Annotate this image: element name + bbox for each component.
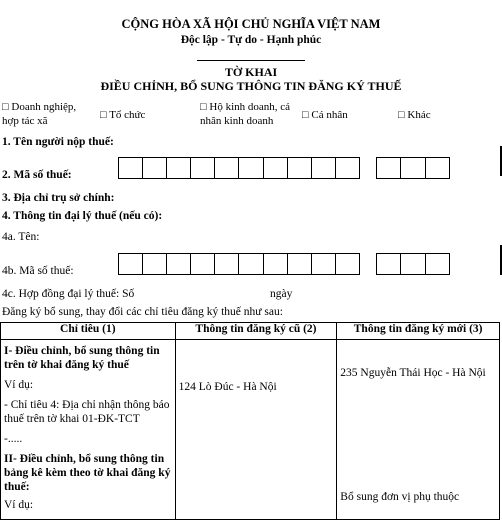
section-2-title: II- Điều chỉnh, bổ sung thông tin — [4, 453, 165, 465]
section-1-title-cont: trên tờ khai đăng ký thuế — [4, 359, 129, 371]
criteria-item-cont: thuế trên tờ khai 01-ĐK-TCT — [4, 413, 140, 425]
new-addition-value: Bổ sung đơn vị phụ thuộc — [340, 491, 460, 503]
section-1-title: I- Điều chỉnh, bổ sung thông tin — [4, 345, 160, 357]
checkbox-label-line2: hợp tác xã — [2, 115, 48, 127]
section-2-title-cont2: thuế: — [4, 481, 30, 493]
tax-agent-code-label: 4b. Mã số thuế: — [2, 265, 74, 277]
checkbox-organization[interactable] — [100, 108, 145, 122]
criteria-item: - Chỉ tiêu 4: Địa chỉ nhận thông báo — [4, 399, 170, 411]
taxpayer-name-label: 1. Tên người nộp thuế: — [2, 136, 114, 148]
new-address-value: 235 Nguyễn Thái Học - Hà Nội — [340, 367, 486, 379]
amendment-intro: Đăng ký bổ sung, thay đổi các chỉ tiêu đăng ký thuế như sau: — [2, 306, 283, 318]
tax-agent-branch-boxes[interactable] — [376, 253, 450, 275]
old-info-cell — [175, 340, 337, 520]
criteria-cell — [1, 340, 176, 520]
col-header-criteria: Chỉ tiêu (1) — [1, 323, 176, 340]
example-label: Ví dụ: — [4, 379, 34, 391]
checkbox-label: □ Khác — [398, 109, 431, 121]
agency-contract-label: 4c. Hợp đồng đại lý thuế: Số — [2, 288, 135, 300]
checkbox-label: □ Tổ chức — [100, 109, 146, 121]
national-motto: Độc lập - Tự do - Hạnh phúc — [180, 34, 322, 46]
table-row — [1, 340, 500, 520]
form-subtitle: ĐIỀU CHỈNH, BỔ SUNG THÔNG TIN ĐĂNG KÝ THUẾ — [100, 79, 402, 93]
checkbox-individual[interactable] — [302, 108, 348, 122]
agency-contract-date-label: ngày — [270, 288, 293, 300]
checkbox-label-line2: nhân kinh doanh — [200, 115, 274, 127]
checkbox-household-business[interactable] — [200, 100, 290, 128]
tax-agent-name-label: 4a. Tên: — [2, 231, 40, 243]
form-title: TỜ KHAI — [224, 65, 278, 79]
head-office-address-label: 3. Địa chỉ trụ sở chính: — [2, 192, 115, 204]
tax-agent-code-boxes[interactable] — [118, 253, 360, 275]
checkbox-label-line1: □ Doanh nghiệp, — [2, 101, 77, 113]
country-name: CỘNG HÒA XÃ HỘI CHỦ NGHĨA VIỆT NAM — [121, 17, 381, 31]
amendment-table — [0, 322, 500, 520]
section-2-title-cont: bảng kê kèm theo tờ khai đăng ký — [4, 467, 171, 479]
checkbox-label-line1: □ Hộ kinh doanh, cá — [200, 101, 291, 113]
checkbox-other[interactable] — [398, 108, 431, 122]
new-info-cell — [337, 340, 500, 520]
example-label: Ví dụ: — [4, 499, 34, 511]
tax-agent-info-label: 4. Thông tin đại lý thuế (nếu có): — [2, 210, 163, 222]
ellipsis: -..... — [4, 433, 23, 445]
tax-code-label: 2. Mã số thuế: — [2, 169, 72, 181]
old-address-value: 124 Lò Đúc - Hà Nội — [178, 381, 277, 393]
col-header-new-info: Thông tin đăng ký mới (3) — [337, 323, 500, 340]
col-header-old-info: Thông tin đăng ký cũ (2) — [175, 323, 337, 340]
checkbox-label: □ Cá nhân — [302, 109, 348, 121]
tax-code-boxes[interactable] — [118, 157, 360, 179]
header-divider — [197, 60, 305, 61]
tax-code-branch-boxes[interactable] — [376, 157, 450, 179]
checkbox-enterprise[interactable] — [2, 100, 76, 128]
table-header-row — [1, 323, 500, 340]
